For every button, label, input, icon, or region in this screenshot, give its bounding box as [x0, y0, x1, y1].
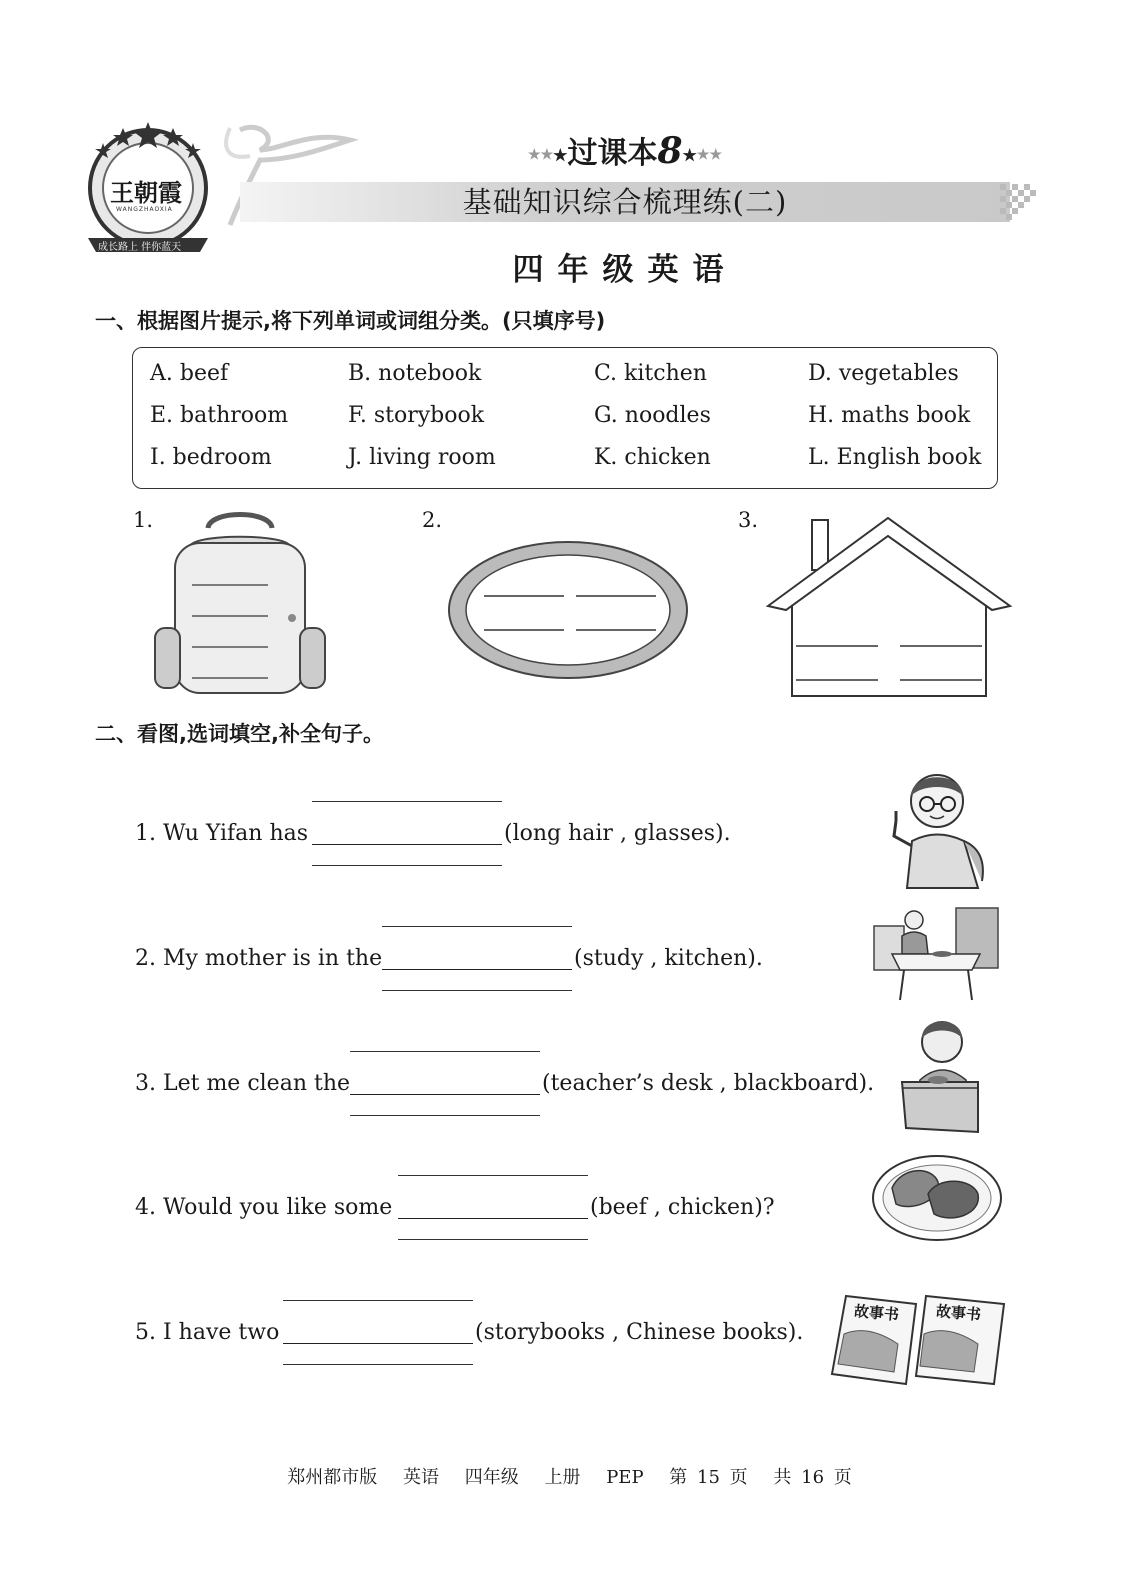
sentence-prefix: 5. I have two — [135, 1320, 280, 1345]
word-item: K. chicken — [594, 445, 711, 470]
sentence-options: (beef , chicken)? — [590, 1195, 775, 1220]
footer-total: 共 16 页 — [773, 1467, 852, 1488]
answer-line[interactable] — [350, 1094, 540, 1095]
page-footer — [0, 1463, 1139, 1489]
word-item: I. bedroom — [150, 445, 272, 470]
word-item: L. English book — [808, 445, 982, 470]
storybooks-icon — [828, 1294, 1008, 1386]
footer-volume: 上册 — [544, 1467, 581, 1488]
word-item: G. noodles — [594, 403, 711, 428]
page-title: 基础知识综合梳理练(二) — [462, 185, 788, 219]
answer-line[interactable] — [382, 969, 572, 970]
answer-line[interactable] — [283, 1343, 473, 1344]
picture-number: 2. — [422, 508, 443, 532]
answer-line[interactable] — [312, 844, 502, 845]
sentence-prefix: 4. Would you like some — [135, 1195, 393, 1220]
schoolbag-icon — [150, 508, 330, 698]
book-cover-label: 故事书 — [935, 1302, 982, 1324]
word-item: J. living room — [348, 445, 496, 470]
footer-edition: 郑州都市版 — [287, 1467, 378, 1488]
house-icon — [766, 514, 1012, 700]
logo-arc-text: WANGZHAOXIA — [116, 206, 173, 213]
series-tag: ★★★过课本8★★★ — [528, 130, 722, 172]
answer-line[interactable] — [312, 865, 502, 866]
mother-in-kitchen-icon — [872, 906, 1000, 1002]
sentence-options: (teacher’s desk , blackboard). — [542, 1071, 875, 1096]
word-item: H. maths book — [808, 403, 971, 428]
answer-line[interactable] — [350, 1051, 540, 1052]
answer-line[interactable] — [283, 1300, 473, 1301]
subtitle: 四年级英语 — [512, 252, 738, 288]
word-item: F. storybook — [348, 403, 485, 428]
logo-motto: 成长路上 伴你蓝天 — [98, 242, 182, 253]
sentence-options: (storybooks , Chinese books). — [475, 1320, 804, 1345]
footer-textbook: PEP — [606, 1467, 644, 1488]
footer-grade: 四年级 — [464, 1467, 519, 1488]
answer-line[interactable] — [398, 1175, 588, 1176]
sentence-options: (study , kitchen). — [574, 946, 763, 971]
word-item: B. notebook — [348, 361, 482, 386]
answer-line[interactable] — [312, 801, 502, 802]
answer-line[interactable] — [382, 926, 572, 927]
brand-logo — [78, 118, 228, 258]
answer-line[interactable] — [283, 1364, 473, 1365]
series-number: 8 — [657, 130, 683, 172]
sentence-prefix: 3. Let me clean the — [135, 1071, 351, 1096]
footer-subject: 英语 — [402, 1467, 439, 1488]
sentence-options: (long hair , glasses). — [504, 821, 731, 846]
answer-line[interactable] — [350, 1115, 540, 1116]
answer-line[interactable] — [398, 1218, 588, 1219]
book-cover-label: 故事书 — [853, 1302, 900, 1324]
word-item: E. bathroom — [150, 403, 289, 428]
sentence-prefix: 1. Wu Yifan has — [135, 821, 309, 846]
word-item: D. vegetables — [808, 361, 959, 386]
footer-page: 第 15 页 — [669, 1467, 748, 1488]
word-item: A. beef — [150, 361, 229, 386]
section-1-title: 一、根据图片提示,将下列单词或词组分类。(只填序号) — [95, 309, 606, 333]
plate-icon — [448, 540, 690, 680]
boy-cleaning-desk-icon — [898, 1016, 982, 1134]
series-label: 过课本 — [567, 136, 658, 171]
picture-number: 1. — [133, 508, 154, 532]
section-2-title: 二、看图,选词填空,补全句子。 — [95, 722, 384, 746]
answer-line[interactable] — [382, 990, 572, 991]
logo-text: 王朝霞 — [110, 178, 182, 207]
boy-with-glasses-icon — [882, 766, 992, 890]
word-item: C. kitchen — [594, 361, 707, 386]
picture-number: 3. — [738, 508, 759, 532]
answer-line[interactable] — [398, 1239, 588, 1240]
sentence-prefix: 2. My mother is in the — [135, 946, 383, 971]
beef-on-plate-icon — [872, 1152, 1002, 1242]
